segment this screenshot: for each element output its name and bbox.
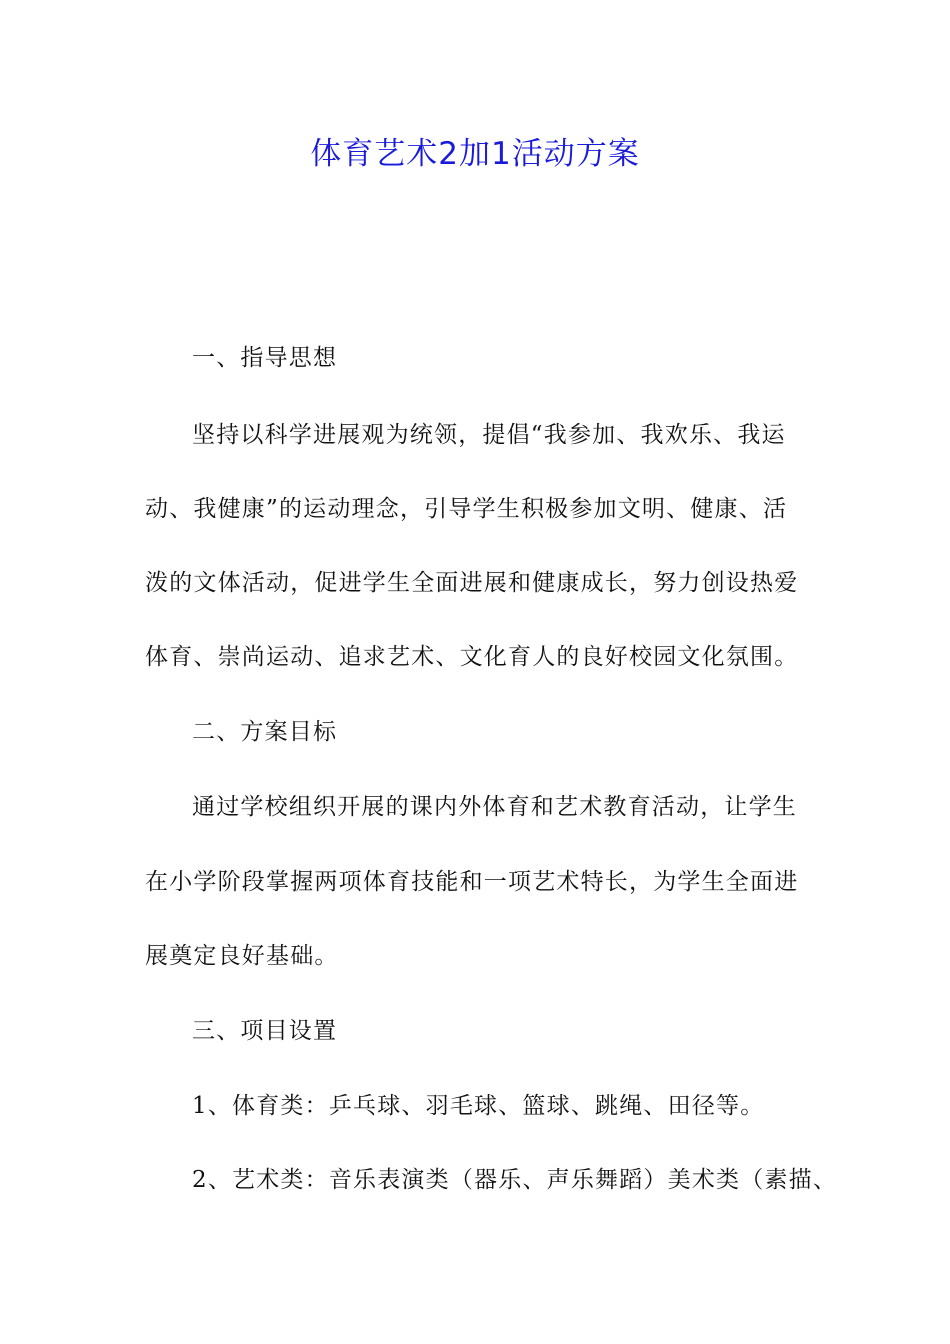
paragraph-line: 泼的文体活动，促进学生全面进展和健康成长，努力创设热爱 xyxy=(145,570,799,596)
list-item-arts: 2、艺术类：音乐表演类（器乐、声乐舞蹈）美术类（素描、 xyxy=(192,1167,838,1193)
paragraph-line: 展奠定良好基础。 xyxy=(145,943,339,969)
paragraph-line: 体育、崇尚运动、追求艺术、文化育人的良好校园文化氛围。 xyxy=(145,644,799,670)
section-heading-project-setup: 三、项目设置 xyxy=(192,1018,338,1044)
list-item-sports: 1、体育类：乒乓球、羽毛球、篮球、跳绳、田径等。 xyxy=(192,1093,765,1119)
document-title: 体育艺术2加1活动方案 xyxy=(310,136,640,172)
paragraph-line: 动、我健康”的运动理念，引导学生积极参加文明、健康、活 xyxy=(145,496,788,522)
section-heading-guiding-ideology: 一、指导思想 xyxy=(192,345,338,371)
paragraph-line: 通过学校组织开展的课内外体育和艺术教育活动，让学生 xyxy=(192,794,797,820)
paragraph-line: 坚持以科学进展观为统领，提倡“我参加、我欢乐、我运 xyxy=(192,422,786,448)
section-heading-plan-goals: 二、方案目标 xyxy=(192,719,338,745)
paragraph-line: 在小学阶段掌握两项体育技能和一项艺术特长，为学生全面进 xyxy=(145,869,799,895)
